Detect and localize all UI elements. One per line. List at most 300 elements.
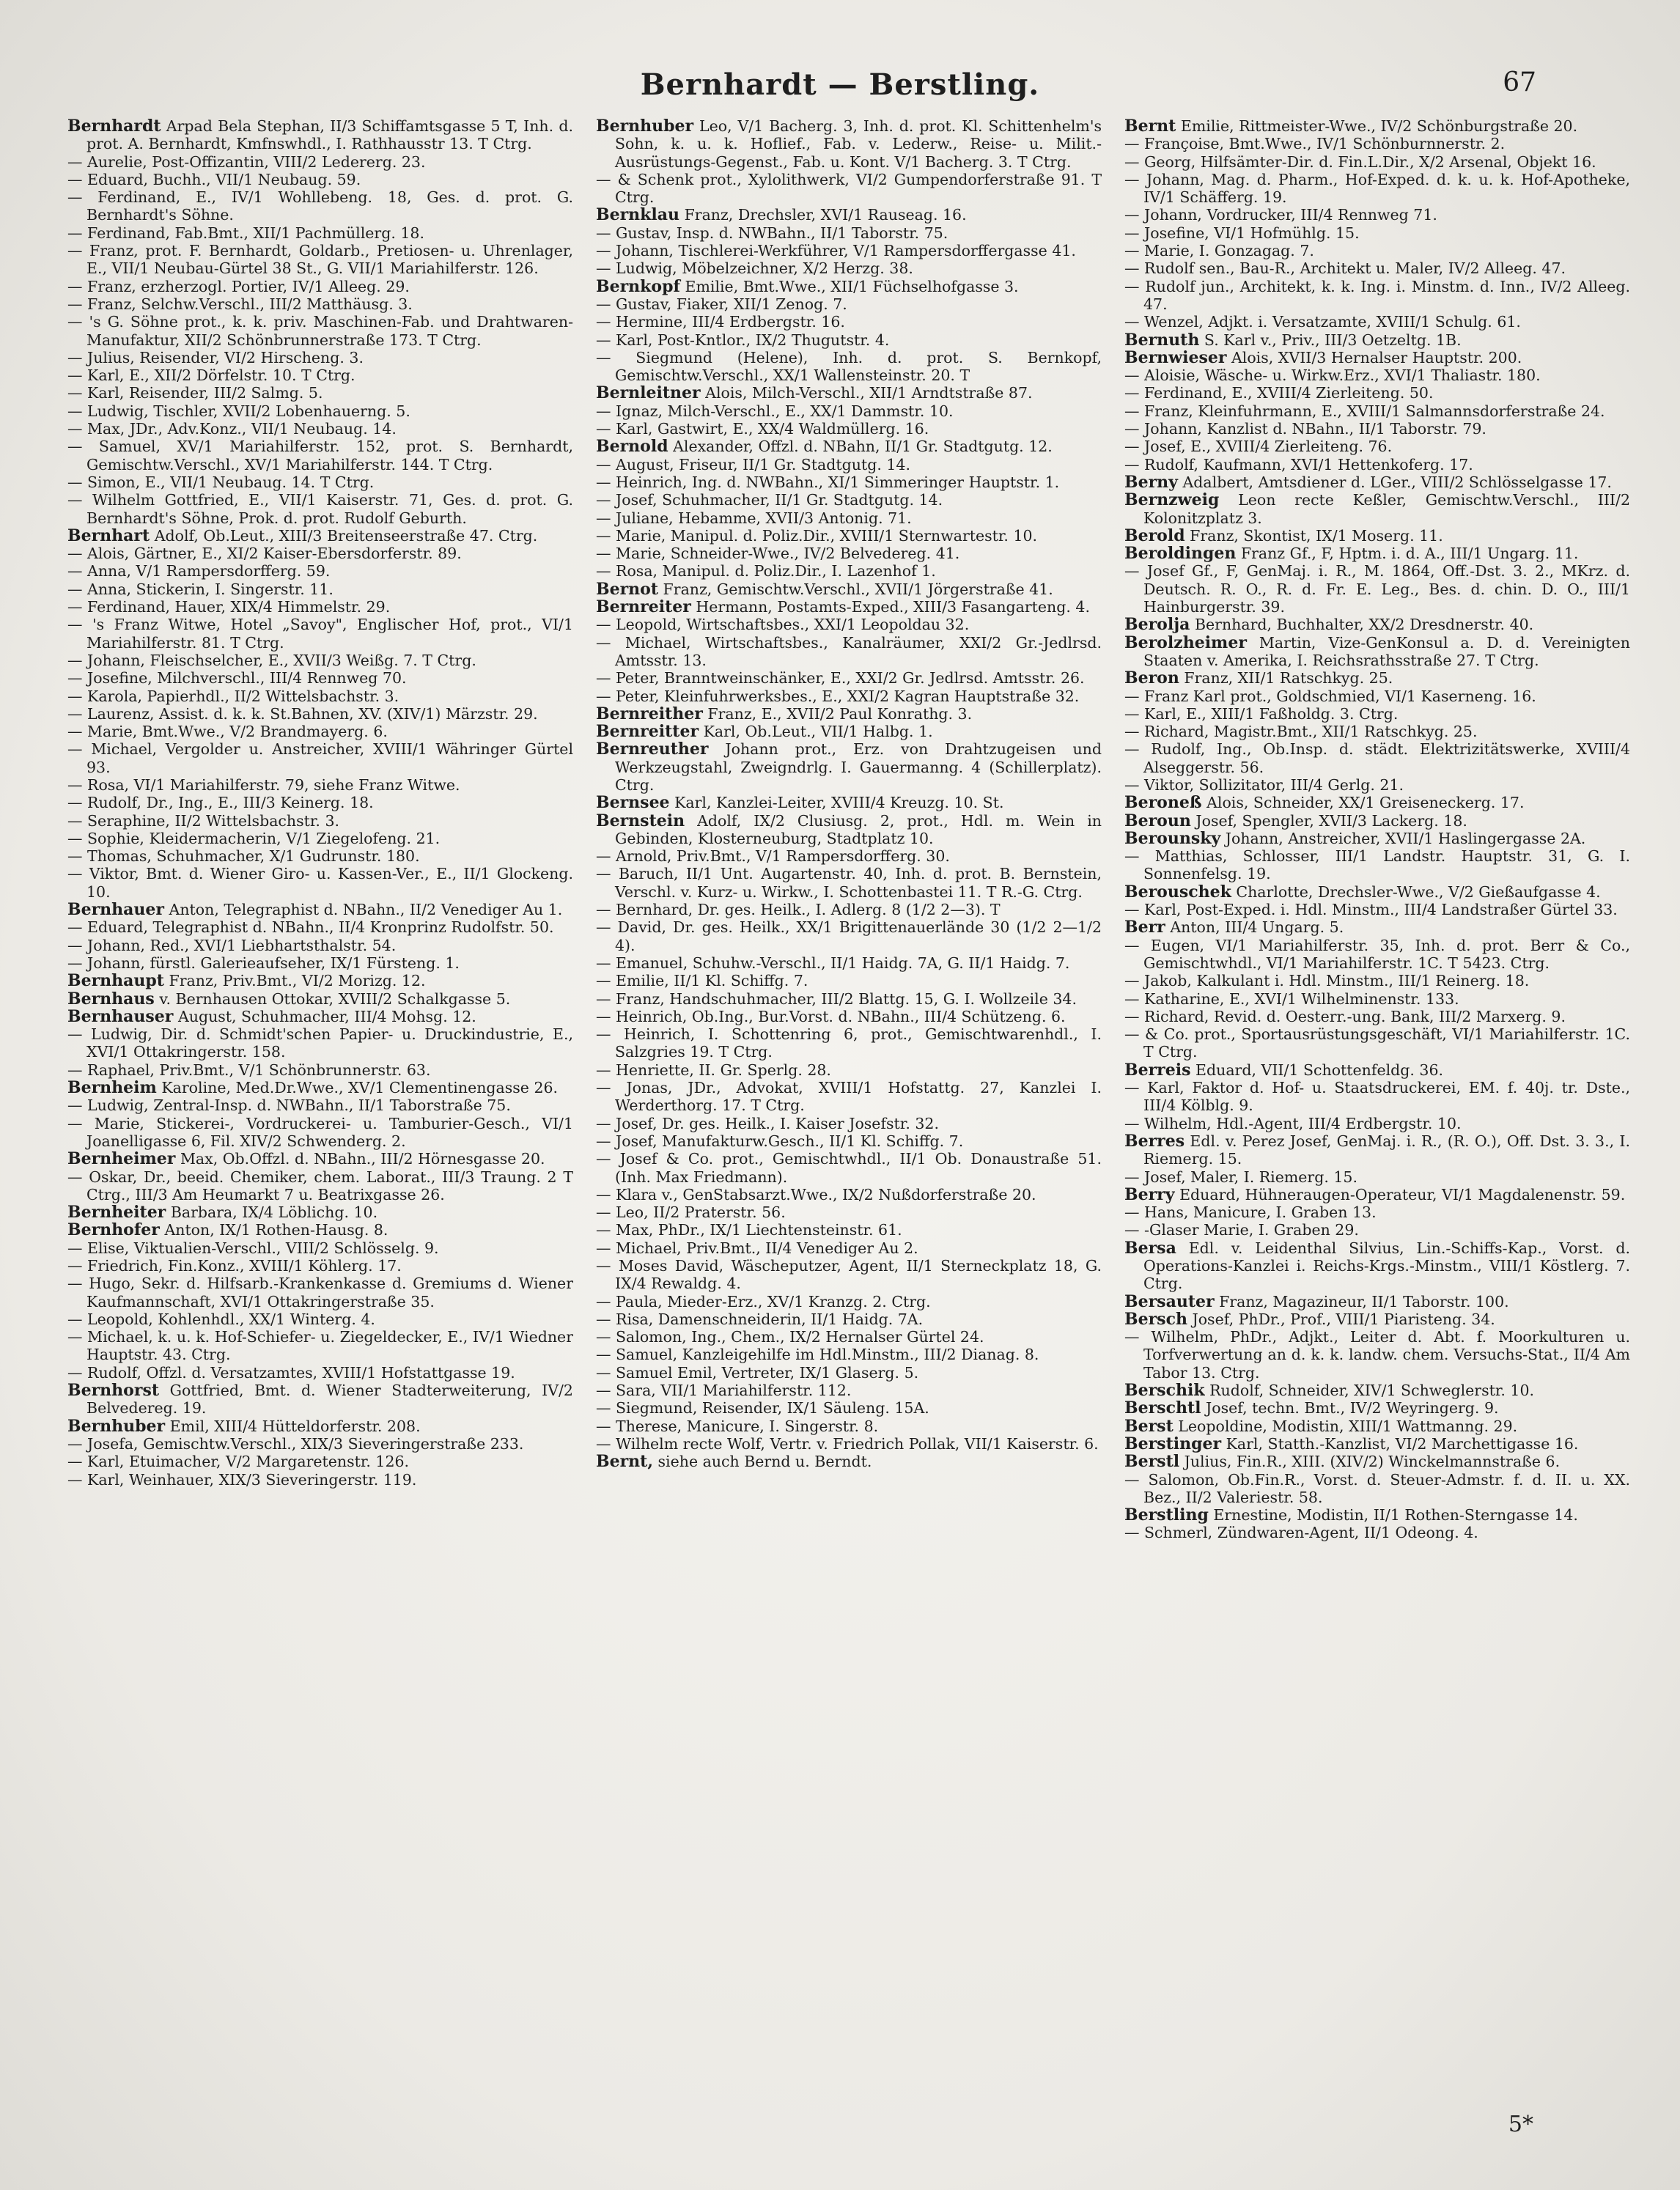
directory-entry [1124,420,1630,438]
directory-headword-entry [67,990,573,1008]
entry-text: — Emilie, II/1 Kl. Schiffg. 7. [596,972,808,990]
entry-text: — Moses David, Wäscheputzer, Agent, II/1 Sterneckplatz 18, G. IX/4 Rewaldg. 4. [596,1257,1102,1293]
directory-headword-entry [1124,491,1630,527]
directory-columns [67,117,1630,2126]
directory-headword-entry [596,598,1102,616]
entry-text: — 's Franz Witwe, Hotel „Savoy", Englischer Hof, prot., VI/1 Mariahilferstr. 81. T Ctrg. [67,616,573,652]
entry-text: Edl. v. Leidenthal Silvius, Lin.-Schiffs-Kap., Vorst. d. Operations-Kanzlei i. Reichs-Krgs.-Minstm., VIII/1 Köstlerg. 7. Ctrg. [1143,1239,1630,1293]
entry-text: — Johann, Kanzlist d. NBahn., II/1 Taborstr. 79. [1124,420,1486,438]
directory-headword-entry [1124,1453,1630,1470]
entry-text: — Franz, Handschuhmacher, III/2 Blattg. 15, G. I. Wollzeile 34. [596,989,1077,1008]
directory-headword-entry [1124,918,1630,936]
directory-entry [596,918,1102,954]
directory-entry [1124,687,1630,705]
entry-text: — Rosa, VI/1 Mariahilferstr. 79, siehe Franz Witwe. [67,775,460,794]
directory-entry [67,1025,573,1061]
directory-headword-entry [67,1150,573,1168]
directory-entry [596,402,1102,420]
entry-text: — Michael, Wirtschaftsbes., Kanalräumer, XXI/2 Gr.-Jedlrsd. Amtsstr. 13. [596,633,1102,669]
entry-text: — Paula, Mieder-Erz., XV/1 Kranzg. 2. Ctrg. [596,1292,931,1310]
entry-text: — Ferdinand, Fab.Bmt., XII/1 Pachmüllerg. 18. [67,224,424,242]
surname: Bernt, [596,1452,653,1472]
directory-entry [596,1364,1102,1382]
entry-text: — Karl, E., XIII/1 Faßholdg. 3. Ctrg. [1124,704,1399,723]
directory-entry [1124,1115,1630,1132]
directory-entry [1124,1203,1630,1221]
surname: Beron [1124,668,1179,688]
entry-text: — Michael, Priv.Bmt., II/4 Venediger Au 2. [596,1239,918,1257]
entry-text: Rudolf, Schneider, XIV/1 Schweglerstr. 10. [1209,1382,1535,1400]
surname: Bersa [1124,1238,1176,1258]
directory-entry [596,509,1102,527]
entry-text: Karl, Kanzlei-Leiter, XVIII/4 Kreuzg. 10. St. [674,794,1004,812]
entry-text: Max, Ob.Offzl. d. NBahn., III/2 Hörnesgasse 20. [180,1150,545,1168]
directory-entry [596,1328,1102,1346]
directory-entry [596,1186,1102,1203]
entry-text: — Franz, Kleinfuhrmann, E., XVIII/1 Salmannsdorferstraße 24. [1124,402,1605,420]
entry-text: — & Co. prot., Sportausrüstungsgeschäft, VI/1 Mariahilferstr. 1C. T Ctrg. [1124,1025,1630,1061]
surname: Bernreitter [596,722,699,742]
entry-text: — Ludwig, Dir. d. Schmidt'schen Papier- u. Druckindustrie, E., XVI/1 Ottakringerstr. 158. [67,1025,573,1061]
directory-entry [596,1399,1102,1417]
entry-text: — Hans, Manicure, I. Graben 13. [1124,1203,1377,1222]
entry-text: — Samuel, XV/1 Mariahilferstr. 152, prot. S. Bernhardt, Gemischtw.Verschl., XV/1 Mariahilferstr. 144. T Ctrg. [67,438,573,473]
entry-text: — Franz, erzherzogl. Portier, IV/1 Alleeg. 29. [67,277,410,295]
directory-headword-entry [596,438,1102,455]
surname: Berolja [1124,615,1190,635]
surname: Berreis [1124,1060,1191,1080]
directory-entry [67,1168,573,1204]
entry-text: Franz, Drechsler, XVI/1 Rauseag. 16. [684,206,967,224]
entry-text: — Klara v., GenStabsarzt.Wwe., IX/2 Nußdorferstraße 20. [596,1185,1036,1203]
entry-text: — Karl, Gastwirt, E., XX/4 Waldmüllerg. 16. [596,420,929,438]
directory-headword-entry [1124,1435,1630,1453]
entry-text: — Rudolf, Ing., Ob.Insp. d. städt. Elektrizitätswerke, XVIII/4 Alseggerstr. 56. [1124,740,1630,776]
entry-text: Alois, Milch-Verschl., XII/1 Arndtstraße 87. [705,384,1033,402]
entry-text: — Risa, Damenschneiderin, II/1 Haidg. 7A. [596,1310,924,1328]
entry-text: — Katharine, E., XVI/1 Wilhelminenstr. 133. [1124,989,1459,1008]
directory-entry [596,295,1102,313]
surname: Bernheim [67,1078,157,1098]
directory-entry [1124,1221,1630,1239]
entry-text: Emilie, Bmt.Wwe., XII/1 Füchselhofgasse 3. [685,277,1019,295]
directory-headword-entry [1124,1239,1630,1293]
entry-text: — Karl, Post-Kntlor., IX/2 Thugutstr. 4. [596,331,890,349]
directory-entry [1124,1168,1630,1186]
directory-entry [67,830,573,847]
entry-text: — Juliane, Hebamme, XVII/3 Antonig. 71. [596,509,912,527]
running-head: Bernhardt — Berstling. [640,67,1040,102]
entry-text: — Julius, Reisender, VI/2 Hirscheng. 3. [67,348,364,366]
directory-entry [67,776,573,794]
entry-text: Edl. v. Perez Josef, GenMaj. i. R., (R. O.), Off. Dst. 3. 3., I. Riemerg. 15. [1143,1132,1630,1168]
entry-text: — Laurenz, Assist. d. k. k. St.Bahnen, XV. (XIV/1) Märzstr. 29. [67,704,538,723]
entry-text: Karl, Statth.-Kanzlist, VI/2 Marchettigasse 16. [1226,1434,1579,1453]
directory-entry [596,171,1102,207]
directory-entry [1124,705,1630,723]
entry-text: — Hugo, Sekr. d. Hilfsarb.-Krankenkasse d. Gremiums d. Wiener Kaufmannschaft, XVI/1 Ottakringerstraße 35. [67,1275,573,1310]
entry-text: Johann, Anstreicher, XVII/1 Haslingergasse 2A. [1225,829,1586,847]
directory-entry [1124,1524,1630,1541]
directory-entry [67,153,573,171]
directory-headword-entry [1124,883,1630,901]
entry-text: — Gustav, Insp. d. NWBahn., II/1 Taborstr. 75. [596,224,948,242]
entry-text: — Rudolf jun., Architekt, k. k. Ing. i. Minstm. d. Inn., IV/2 Alleeg. 47. [1124,277,1630,313]
surname: Bersch [1124,1309,1187,1329]
entry-text: — Rudolf, Kaufmann, XVI/1 Hettenkoferg. 17. [1124,455,1473,473]
directory-headword-entry [1124,1417,1630,1435]
entry-text: — Johann, Vordrucker, III/4 Rennweg 71. [1124,206,1437,224]
surname: Bernklau [596,205,680,225]
entry-text: — Marie, Manipul. d. Poliz.Dir., XVIII/1 Sternwartestr. 10. [596,526,1038,545]
directory-entry [596,259,1102,277]
directory-entry [596,1239,1102,1257]
surname: Bernhauer [67,900,165,920]
directory-entry [67,562,573,580]
entry-text: v. Bernhausen Ottokar, XVIII/2 Schalkgasse 5. [159,989,511,1008]
entry-text: Barbara, IX/4 Löblichg. 10. [170,1203,378,1222]
directory-headword-entry [1124,1382,1630,1399]
entry-text: — Therese, Manicure, I. Singerstr. 8. [596,1417,879,1435]
entry-text: Julius, Fin.R., XIII. (XIV/2) Winckelmannstraße 6. [1184,1453,1561,1471]
signature-mark: 5* [1508,2112,1533,2137]
surname: Bernzweig [1124,490,1220,510]
directory-entry [67,171,573,188]
entry-text: — Max, JDr., Adv.Konz., VII/1 Neubaug. 14. [67,420,397,438]
entry-text: Alois, Schneider, XX/1 Greiseneckerg. 17. [1206,794,1525,812]
entry-text: siehe auch Bernd u. Berndt. [657,1453,872,1471]
directory-entry [67,295,573,313]
directory-entry [596,1025,1102,1061]
surname: Bernheiter [67,1203,166,1223]
directory-entry [67,473,573,491]
entry-text: — Ludwig, Zentral-Insp. d. NWBahn., II/1 Taborstraße 75. [67,1096,511,1115]
directory-entry [1124,1328,1630,1382]
entry-text: Franz, Skontist, IX/1 Moserg. 11. [1190,526,1443,545]
directory-headword-entry [1124,1399,1630,1417]
directory-entry [67,1115,573,1151]
directory-headword-entry [596,705,1102,723]
surname: Berschtl [1124,1398,1201,1418]
directory-headword-entry [596,580,1102,598]
entry-text: August, Schuhmacher, III/4 Mohsg. 12. [177,1007,476,1025]
directory-entry [596,1346,1102,1363]
surname: Bernhaus [67,989,155,1009]
surname: Berres [1124,1131,1185,1151]
entry-text: — Rudolf, Offzl. d. Versatzamtes, XVIII/1 Hofstattgasse 19. [67,1363,515,1382]
entry-text: Bernhard, Buchhalter, XX/2 Dresdnerstr. 40. [1194,616,1534,634]
directory-entry [67,545,573,562]
directory-entry [596,990,1102,1008]
directory-entry [1124,1079,1630,1115]
entry-text: — Hermine, III/4 Erdbergstr. 16. [596,313,845,331]
directory-entry [596,1061,1102,1079]
surname: Bernhaupt [67,971,164,991]
entry-text: — Rudolf, Dr., Ing., E., III/3 Keinerg. 18. [67,794,374,812]
entry-text: — Salomon, Ing., Chem., IX/2 Hernalser Gürtel 24. [596,1328,984,1346]
entry-text: — Josefa, Gemischtw.Verschl., XIX/3 Sieveringerstraße 233. [67,1434,524,1453]
directory-headword-entry [596,740,1102,794]
directory-entry [67,1275,573,1310]
entry-text: — Seraphine, II/2 Wittelsbachstr. 3. [67,811,340,830]
directory-headword-entry [1124,1293,1630,1310]
entry-text: Adolf, IX/2 Clusiusg. 2, prot., Hdl. m. Wein in Gebinden, Klosterneuburg, Stadtplatz 10. [615,811,1102,847]
directory-entry [596,1079,1102,1115]
directory-entry [67,224,573,242]
directory-entry [1124,171,1630,207]
directory-headword-entry [596,1453,1102,1470]
entry-text: — Henriette, II. Gr. Sperlg. 28. [596,1061,831,1079]
directory-headword-entry [67,117,573,153]
directory-entry [67,705,573,723]
directory-entry [67,918,573,936]
surname: Bernt [1124,117,1176,136]
surname: Berschik [1124,1381,1205,1401]
entry-text: — David, Dr. ges. Heilk., XX/1 Brigittenauerlände 30 (1/2 2—1/2 4). [596,918,1102,954]
directory-entry [67,1364,573,1382]
entry-text: — Marie, Bmt.Wwe., V/2 Brandmayerg. 6. [67,723,388,741]
entry-text: — Siegmund, Reisender, IX/1 Säuleng. 15A. [596,1399,929,1417]
entry-text: — Heinrich, Ing. d. NWBahn., XI/1 Simmeringer Hauptstr. 1. [596,473,1060,491]
entry-text: — Peter, Branntweinschänker, E., XXI/2 Gr. Jedlrsd. Amtsstr. 26. [596,669,1085,687]
directory-headword-entry [596,117,1102,171]
directory-entry [596,545,1102,562]
directory-headword-entry [1124,1186,1630,1203]
directory-entry [596,1008,1102,1025]
entry-text: — Ferdinand, E., IV/1 Wohllebeng. 18, Ges. d. prot. G. Bernhardt's Söhne. [67,188,573,224]
directory-entry [67,740,573,776]
entry-text: — Salomon, Ob.Fin.R., Vorst. d. Steuer-Admstr. f. d. II. u. XX. Bez., II/2 Valeriestr. 58. [1124,1470,1630,1506]
directory-entry [1124,1471,1630,1507]
entry-text: — Josef, Dr. ges. Heilk., I. Kaiser Josefstr. 32. [596,1114,939,1132]
entry-text: — Rosa, Manipul. d. Poliz.Dir., I. Lazenhof 1. [596,562,936,580]
directory-entry [596,847,1102,865]
entry-text: Josef, PhDr., Prof., VIII/1 Piaristeng. 34. [1192,1310,1495,1328]
directory-headword-entry [1124,812,1630,830]
entry-text: — Gustav, Fiaker, XII/1 Zenog. 7. [596,295,847,313]
directory-entry [596,331,1102,349]
directory-entry [1124,206,1630,224]
surname: Berny [1124,472,1178,492]
directory-headword-entry [596,723,1102,740]
directory-entry [1124,901,1630,918]
entry-text: — Ferdinand, E., XVIII/4 Zierleiteng. 50. [1124,384,1434,402]
directory-headword-entry [1124,117,1630,135]
directory-entry [67,847,573,865]
entry-text: — Françoise, Bmt.Wwe., IV/1 Schönburnnerstr. 2. [1124,135,1506,153]
surname: Bernhuber [67,1416,166,1436]
entry-text: Anton, III/4 Ungarg. 5. [1170,918,1344,937]
directory-headword-entry [596,206,1102,224]
entry-text: Adalbert, Amtsdiener d. LGer., VIII/2 Schlösselgasse 17. [1182,473,1612,491]
entry-text: Josef, techn. Bmt., IV/2 Weyringerg. 9. [1206,1399,1499,1417]
entry-text: — Ignaz, Milch-Verschl., E., XX/1 Dammstr. 10. [596,402,954,420]
column-right [1124,117,1630,2126]
surname: Berr [1124,918,1165,937]
directory-entry [596,616,1102,633]
entry-text: Franz, E., XVII/2 Paul Konrathg. 3. [707,704,973,723]
directory-entry [1124,384,1630,402]
directory-entry [596,1203,1102,1221]
surname: Berstl [1124,1452,1180,1472]
entry-text: — Simon, E., VII/1 Neubaug. 14. T Ctrg. [67,473,375,491]
entry-text: — Viktor, Sollizitator, III/4 Gerlg. 21. [1124,775,1404,794]
entry-text: — Josefine, VI/1 Hofmühlg. 15. [1124,224,1360,242]
directory-entry [596,1435,1102,1453]
surname: Berry [1124,1184,1175,1204]
directory-entry [1124,847,1630,883]
directory-entry [67,865,573,901]
entry-text: Arpad Bela Stephan, II/3 Schiffamtsgasse 5 T, Inh. d. prot. A. Bernhardt, Kmfnswhdl., I. Rathhausstr 13. T Ctrg. [86,117,573,153]
entry-text: Josef, Spengler, XVII/3 Lackerg. 18. [1195,811,1467,830]
directory-entry [1124,313,1630,331]
entry-text: — Aurelie, Post-Offizantin, VIII/2 Ledererg. 23. [67,152,426,171]
surname: Bernhart [67,526,150,545]
entry-text: — Eduard, Telegraphist d. NBahn., II/4 Kronprinz Rudolfstr. 50. [67,918,554,937]
directory-entry [596,527,1102,545]
directory-entry [1124,153,1630,171]
entry-text: — Schmerl, Zündwaren-Agent, II/1 Odeong. 4. [1124,1524,1478,1542]
surname: Berstinger [1124,1434,1222,1453]
entry-text: — Marie, Stickerei-, Vordruckerei- u. Tamburier-Gesch., VI/1 Joanelligasse 6, Fil. XIV/2 Schwenderg. 2. [67,1114,573,1150]
entry-text: — Bernhard, Dr. ges. Heilk., I. Adlerg. 8 (1/2 2—3). T [596,901,1001,919]
directory-entry [596,954,1102,972]
directory-entry [67,1096,573,1114]
surname: Bernheimer [67,1149,176,1169]
directory-entry [596,562,1102,580]
directory-entry [67,1435,573,1453]
entry-text: Alexander, Offzl. d. NBahn, II/1 Gr. Stadtgutg. 12. [673,438,1053,456]
entry-text: — Samuel, Kanzleigehilfe im Hdl.Minstm., III/2 Dianag. 8. [596,1346,1039,1364]
entry-text: — Sophie, Kleidermacherin, V/1 Ziegelofeng. 21. [67,829,441,847]
entry-text: Eduard, VII/1 Schottenfeldg. 36. [1195,1061,1444,1079]
entry-text: — Johann, fürstl. Galerieaufseher, IX/1 Fürsteng. 1. [67,954,460,972]
directory-headword-entry [67,901,573,918]
entry-text: — Max, PhDr., IX/1 Liechtensteinstr. 61. [596,1221,902,1239]
directory-entry [596,1382,1102,1399]
directory-entry [596,224,1102,242]
entry-text: — August, Friseur, II/1 Gr. Stadtgutg. 14. [596,455,910,473]
surname: Bernhorst [67,1381,159,1401]
directory-headword-entry [1124,331,1630,349]
directory-entry [67,188,573,224]
directory-entry [1124,278,1630,314]
directory-entry [1124,224,1630,242]
entry-text: — Sara, VII/1 Mariahilferstr. 112. [596,1382,852,1400]
directory-entry [1124,740,1630,776]
directory-entry [67,687,573,705]
entry-text: — Michael, Vergolder u. Anstreicher, XVIII/1 Währinger Gürtel 93. [67,740,573,776]
entry-text: — Marie, Schneider-Wwe., IV/2 Belvedereg. 41. [596,545,960,563]
directory-entry [1124,402,1630,420]
entry-text: — Ludwig, Tischler, XVII/2 Lobenhauerng. 5. [67,402,410,420]
entry-text: — Richard, Magistr.Bmt., XII/1 Ratschkyg. 25. [1124,723,1478,741]
entry-text: — Wilhelm Gottfried, E., VII/1 Kaiserstr. 71, Ges. d. prot. G. Bernhardt's Söhne, Prok. d. prot. Rudolf Geburth. [67,491,573,527]
directory-entry [67,580,573,598]
surname: Berold [1124,526,1185,545]
entry-text: Leopoldine, Modistin, XIII/1 Wattmanng. 29. [1178,1417,1518,1435]
entry-text: — Samuel Emil, Vertreter, IX/1 Glaserg. 5. [596,1363,919,1382]
surname: Bernhardt [67,117,161,136]
entry-text: Charlotte, Drechsler-Wwe., V/2 Gießaufgasse 4. [1236,882,1601,901]
entry-text: — Wilhelm, Hdl.-Agent, III/4 Erdbergstr. 10. [1124,1114,1462,1132]
entry-text: — Heinrich, I. Schottenring 6, prot., Gemischtwarenhdl., I. Salzgries 19. T Ctrg. [596,1025,1102,1061]
entry-text: Johann prot., Erz. von Drahtzugeisen und Werkzeugstahl, Zweigndrlg. I. Gauermanng. 4 (Schillerplatz). Ctrg. [615,740,1102,794]
entry-text: Franz, Gemischtw.Verschl., XVII/1 Jörgerstraße 41. [663,580,1053,598]
directory-headword-entry [596,278,1102,295]
entry-text: — Richard, Revid. d. Oesterr.-ung. Bank, III/2 Marxerg. 9. [1124,1007,1566,1025]
directory-entry [67,669,573,687]
surname: Bernuth [1124,330,1200,350]
directory-headword-entry [67,1221,573,1239]
entry-text: — Anna, V/1 Rampersdorfferg. 59. [67,562,331,580]
entry-text: Eduard, Hühneraugen-Operateur, VI/1 Magdalenenstr. 59. [1179,1185,1626,1203]
directory-entry [596,1417,1102,1435]
surname: Bernwieser [1124,347,1227,367]
page-number: 67 [1503,67,1536,97]
entry-text: — Leopold, Kohlenhdl., XX/1 Winterg. 4. [67,1310,375,1328]
directory-entry [596,901,1102,918]
directory-entry [596,420,1102,438]
entry-text: Martin, Vize-GenKonsul a. D. d. Vereinigten Staaten v. Amerika, I. Reichsrathsstraße 27. T Ctrg. [1143,633,1630,669]
surname: Berouschek [1124,882,1231,902]
entry-text: — Josef, Schuhmacher, II/1 Gr. Stadtgutg. 14. [596,491,943,509]
directory-entry [1124,242,1630,259]
entry-text: — Baruch, II/1 Unt. Augartenstr. 40, Inh. d. prot. B. Bernstein, Verschl. v. Kurz- u. Wirkw., I. Schottenbastei 11. T R.-G. Ctrg. [596,865,1102,901]
surname: Bernreiter [596,597,691,617]
directory-entry [596,687,1102,705]
directory-entry [1124,562,1630,616]
surname: Berounsky [1124,828,1221,848]
directory-headword-entry [596,812,1102,848]
entry-text: — Elise, Viktualien-Verschl., VIII/2 Schlösselg. 9. [67,1239,439,1257]
entry-text: — Josefine, Milchverschl., III/4 Rennweg 70. [67,669,407,687]
entry-text: Anton, IX/1 Rothen-Hausg. 8. [164,1221,388,1239]
entry-text: Anton, Telegraphist d. NBahn., II/2 Venediger Au 1. [169,901,563,919]
surname: Bernot [596,579,659,599]
surname: Bernreuther [596,740,709,759]
directory-headword-entry [1124,527,1630,545]
surname: Bernhuber [596,117,694,136]
directory-entry [67,723,573,740]
directory-entry [1124,135,1630,152]
directory-headword-entry [67,972,573,989]
entry-text: — Alois, Gärtner, E., XI/2 Kaiser-Ebersdorferstr. 89. [67,545,462,563]
entry-text: Emilie, Rittmeister-Wwe., IV/2 Schönburgstraße 20. [1180,117,1578,135]
directory-headword-entry [1124,616,1630,633]
directory-entry [67,349,573,366]
directory-entry [596,1150,1102,1186]
surname: Berstling [1124,1505,1209,1525]
entry-text: — Josef, E., XVIII/4 Zierleiteng. 76. [1124,438,1393,456]
entry-text: Ernestine, Modistin, II/1 Rothen-Sterngasse 14. [1213,1506,1578,1524]
directory-entry [1124,776,1630,794]
directory-entry [67,954,573,972]
directory-entry [596,491,1102,509]
directory-headword-entry [67,1203,573,1221]
directory-entry [1124,937,1630,973]
directory-entry [67,420,573,438]
entry-text: — Leo, II/2 Praterstr. 56. [596,1203,786,1222]
directory-headword-entry [1124,794,1630,811]
entry-text: — Peter, Kleinfuhrwerksbes., E., XXI/2 Kagran Hauptstraße 32. [596,687,1080,705]
directory-headword-entry [1124,1061,1630,1079]
entry-text: — Friedrich, Fin.Konz., XVIII/1 Köhlerg. 17. [67,1257,402,1275]
entry-text: — Johann, Fleischselcher, E., XVII/3 Weißg. 7. T Ctrg. [67,651,476,669]
entry-text: — Karl, Weinhauer, XIX/3 Sieveringerstr. 119. [67,1470,417,1489]
entry-text: — & Schenk prot., Xylolithwerk, VI/2 Gumpendorferstraße 91. T Ctrg. [596,170,1102,207]
column-left [67,117,573,2126]
